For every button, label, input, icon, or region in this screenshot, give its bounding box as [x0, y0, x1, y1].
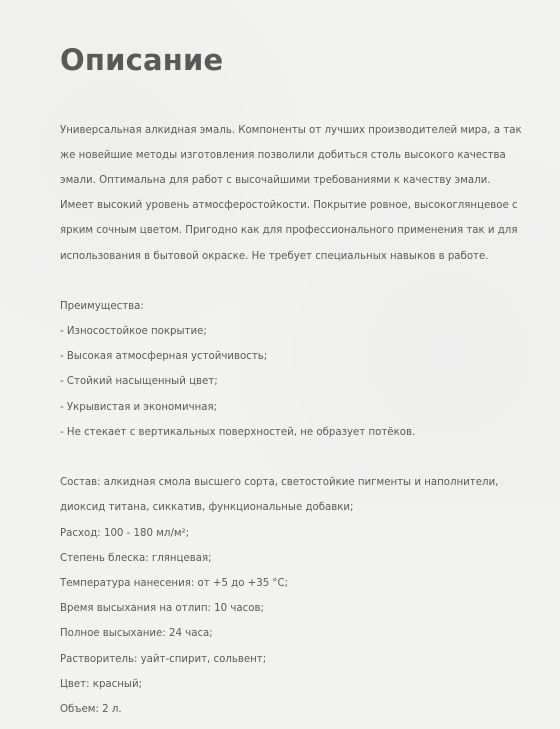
spec-line: Расход: 100 - 180 мл/м²;: [60, 527, 190, 539]
page-title: Описание: [60, 43, 224, 77]
advantages-heading: Преимущества:: [60, 300, 144, 312]
description-paragraph: [60, 112, 530, 276]
spec-line: Степень блеска: глянцевая;: [60, 552, 212, 564]
spacer: [60, 276, 530, 289]
description-line: ярким сочным цветом. Пригодно как для профессионального применения так и для: [60, 225, 518, 237]
advantages-item: - Укрывистая и экономичная;: [60, 401, 218, 413]
advantages-item: - Не стекает с вертикальных поверхностей, не образует потёков.: [60, 426, 416, 438]
spec-line: диоксид титана, сиккатив, функциональные добавки;: [60, 502, 354, 514]
description-content: [60, 112, 530, 729]
advantages-item: - Стойкий насыщенный цвет;: [60, 376, 218, 388]
spec-line: Время высыхания на отлип: 10 часов;: [60, 603, 264, 615]
spec-line: Растворитель: уайт-спирит, сольвент;: [60, 653, 267, 665]
spec-line: Цвет: красный;: [60, 678, 143, 690]
advantages-item: - Износостойкое покрытие;: [60, 326, 207, 338]
description-line: эмали. Оптимальна для работ с высочайшими требованиями к качеству эмали.: [60, 174, 491, 186]
spec-line: Полное высыхание: 24 часа;: [60, 628, 213, 640]
spacer: [60, 452, 530, 465]
specs-section: [60, 465, 530, 729]
description-line: Имеет высокий уровень атмосферостойкости. Покрытие ровное, высокоглянцевое с: [60, 200, 518, 212]
description-line: Универсальная алкидная эмаль. Компоненты от лучших производителей мира, а так: [60, 124, 522, 136]
advantages-section: [60, 288, 530, 452]
description-line: же новейшие методы изготовления позволили добиться столь высокого качества: [60, 149, 506, 161]
spec-line: Объем: 2 л.: [60, 703, 122, 715]
advantages-item: - Высокая атмосферная устойчивость;: [60, 351, 268, 363]
spec-line: Состав: алкидная смола высшего сорта, светостойкие пигменты и наполнители,: [60, 477, 499, 489]
description-line: использования в бытовой окраске. Не требует специальных навыков в работе.: [60, 250, 489, 262]
spec-line: Температура нанесения: от +5 до +35 °С;: [60, 577, 289, 589]
